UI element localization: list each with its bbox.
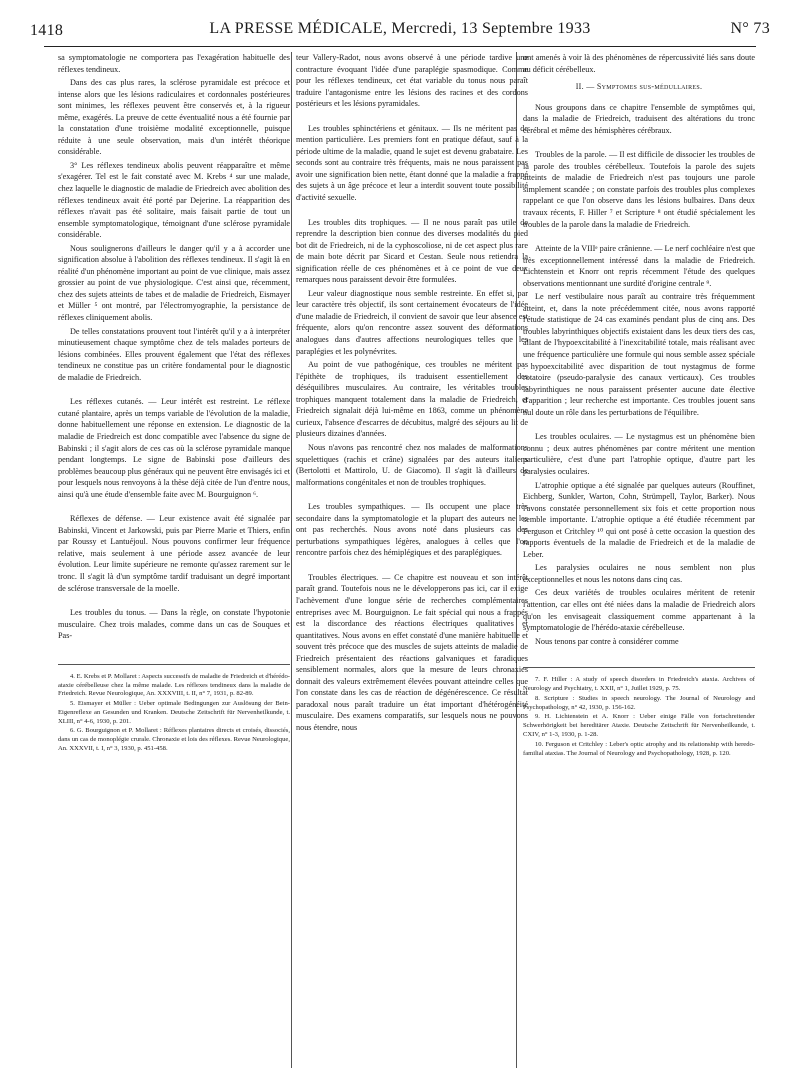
paragraph: Nous groupons dans ce chapitre l'ensemble de symptômes qui, dans la maladie de Friedreich, traduisent des altérations du tronc cérébral et même des hémisphères cérébraux. (523, 102, 755, 135)
paragraph: Les réflexes cutanés. — Leur intérêt est restreint. Le réflexe cutané plantaire, après un temps variable de l'évolution de la maladie, donne habituellement une réponse en extension. Le diagnostic de la maladie de Friedreich est donc compatible avec l'absence du signe de Babinski ; il s'agit alors de ces cas où la sclérose pyramidale manque pendant longtemps. Le signe de Babinski pose d'ailleurs des problèmes beaucoup plus généraux qui ne peuvent être envisagés ici et pour lesquels nous renvoyons à la thèse déjà citée de l'un d'entre nous, ainsi qu'à une étude d'ensemble faite avec M. Bourguignon ⁶. (58, 397, 290, 499)
column-2 (296, 52, 528, 1072)
paragraph: Les troubles sympathiques. — Ils occupent une place très secondaire dans la symptomatologie et la plupart des auteurs ne les ont pas recherchés. Nous avons noté dans plusieurs cas des perturbations sympathiques légères, analogues à celles que l'on rencontre parfois chez des hémiplégiques et des paraplégiques. (296, 502, 528, 558)
issue-number: N° 73 (730, 20, 770, 37)
page-header (30, 18, 770, 44)
header-rule (44, 46, 756, 47)
paragraph: Les troubles dits trophiques. — Il ne nous paraît pas utile de reprendre la description bien connue des diverses modalités du pied bot dit de Friedreich, ni de la cyphoscoliose, ni de cet aspect plus rare de main bote décrit par Sicard et Cestan. Seule nous retiendra la signification réelle de ces phénomènes et à ce point de vue deux remarques nous paraissent devoir être formulées. (296, 217, 528, 285)
paragraph: Les troubles sphinctériens et génitaux. — Ils ne méritent pas de mention particulière. Les premiers font en pratique défaut, sauf à la période ultime de la maladie, quand le sujet est devenu grabataire. Les seconds sont au contraire très fréquents, mais ne nous paraissent pas avoir une signification bien nette, étant donné que la maladie a frappé des sujets à un âge précoce et leur a interdit souvent toute possibilité d'activité sexuelle. (296, 123, 528, 203)
paragraph: 3° Les réflexes tendineux abolis peuvent réapparaître et même s'exagérer. Tel est le fait constaté avec M. Krebs ⁴ sur une malade, chez laquelle le diagnostic de maladie de Friedreich avec abolition des réflexes tendineux avait été porté par Dejerine. La réapparition des réflexes n'avait pas été solitaire, mais faisait partie de tout un ensemble symptomatologique, témoignant d'une sclérose pyramidale considérable. (58, 160, 290, 240)
journal-title: LA PRESSE MÉDICALE, Mercredi, 13 Septembre 1933 (209, 20, 591, 37)
footnote: 9. H. Lichtenstein et A. Knorr : Ueber einige Fälle von fortschreitender Schwerhörigkeit bei hereditärer Ataxie. Deutsche Zeitschrift für Nervenheilkunde, t. CXIV, n° 1-3, 1930, p. 1-28. (523, 713, 755, 738)
paragraph: teur Vallery-Radot, nous avons observé à une période tardive une contracture évoquant l'idée d'une paraplégie spasmodique. Comme pour les réflexes tendineux, cet état variable du tonus nous paraît traduire l'antagonisme entre les lésions des racines et des cordons postérieurs et les lésions pyramidales. (296, 53, 528, 109)
paragraph: ont amenés à voir là des phénomènes de répercussivité liés sans doute au déficit cérébelleux. (523, 53, 755, 74)
paragraph: Le nerf vestibulaire nous paraît au contraire très fréquemment atteint, et, dans la note précédemment citée, nous avons rapporté l'étude statistique de 24 cas examinés pendant plus de cinq ans. Des troubles labyrinthiques objectifs existaient dans les deux tiers des cas, allant de l'hypoexcitabilité à l'inexcitabilité totale, mais réalisant avec une fréquence particulière une formule qui nous semble assez spéciale : hypoexcitabilité avec disparition de tout nystagmus de forme rotatoire (pseudo-paralysie des canaux verticaux). Ces troubles labyrinthiques ne nous paraissent présenter aucune date élective d'apparition ; leur recherche est importante. Ces troubles jouent sans nul doute un rôle dans les perturbations de l'équilibre. (523, 292, 755, 417)
paragraph: Les paralysies oculaires ne nous semblent non plus exceptionnelles et nous les notons dans cinq cas. (523, 563, 755, 584)
paragraph: Nous tenons par contre à considérer comme (535, 636, 679, 646)
footnote: 5. Eismayer et Müller : Ueber optimale Bedingungen zur Auslösung der Bein-Eigenreflexe an Gesunden und Kranken. Deutsche Zeitschrift für Nervenheilkunde, t. XLIII, n° 4-6, 1930, p. 201. (58, 700, 290, 725)
footnotes (523, 667, 755, 758)
paragraph: Troubles de la parole. — Il est difficile de dissocier les troubles de la parole des troubles cérébelleux. Toutefois la parole des sujets atteints de maladie de Friedreich n'est pas toujours une parole simplement scandée ; on constate parfois des troubles plus complexes rappelant ce que l'on observe dans les lésions bulbaires. Dans deux travaux récents, F. Hiller ⁷ et Scripture ⁸ ont étudié spécialement les troubles de la parole dans la maladie de Friedreich. (523, 150, 755, 229)
footnote: 10. Ferguson et Critchley : Leber's optic atrophy and its relationship with heredo-familial ataxias. The Journal of Neurology and Psychopathology, 1928, p. 120. (523, 740, 755, 757)
paragraph: Au point de vue pathogénique, ces troubles ne méritent pas l'épithète de trophiques, ils traduisent essentiellement des déséquilibres musculaires. Au contraire, les véritables troubles trophiques manquent totalement dans la maladie de Friedreich, et Friedreich signalait déjà lui-même en 1863, comme un phénomène curieux, l'absence d'escarres de décubitus, malgré des séjours au lit de plusieurs dizaines d'années. (296, 360, 528, 439)
footnotes (58, 664, 290, 754)
paragraph: Nous soulignerons d'ailleurs le danger qu'il y a à accorder une signification absolue à l'abolition des réflexes tendineux. Il s'agit là en réalité d'un phénomène important au point de vue clinique, mais assez grossier au point de vue physiologique. C'est ainsi que, récemment, chez des sujets atteints de tabes et de maladie de Friedreich, Eismayer et Müller ⁵ ont montré, par l'électromyographie, la persistance de réflexes cliniquement abolis. (58, 243, 290, 323)
column-3 (523, 52, 755, 1072)
paragraph: L'atrophie optique a été signalée par quelques auteurs (Rouffinet, Eichberg, Sunkler, Warton, Cohn, Strümpell, Taylor, Barker). Nous l'avons constatée personnellement six fois et cette proportion nous semble importante. L'atrophie optique a été étudiée récemment par Ferguson et Critchley ¹⁰ qui ont posé à cette occasion la question des rapports éventuels de la maladie de Friedreich et de la maladie de Leber. (523, 480, 755, 559)
footnote: 6. G. Bourguignon et P. Mollaret : Réflexes plantaires directs et croisés, dissociés, dans un cas de monoplégie crurale. Chronaxie et lois des réflexes. Revue Neurologique, An. XXXVII, t. I, n° 3, 1930, p. 451-458. (58, 727, 290, 753)
paragraph: De telles constatations prouvent tout l'intérêt qu'il y a à interpréter minutieusement chaque symptôme chez de tels malades porteurs de lésions combinées. Elles prouvent également que l'état des réflexes tendineux ne constitue pas un critère fondamental pour le diagnostic de maladie de Friedreich. (58, 326, 290, 382)
paragraph: Les troubles oculaires. — Le nystagmus est un phénomène bien connu ; deux autres phénomènes par contre méritent une mention particulière, c'est d'une part l'atrophie optique, d'autre part les paralysies oculaires. (523, 432, 755, 476)
paragraph: Troubles électriques. — Ce chapitre est nouveau et son intérêt paraît grand. Toutefois nous ne le développerons pas ici, car il exige l'achèvement d'une longue série de recherches complémentaires entreprises avec M. Bourguignon. Le fait spécial qui nous a frappés est la discordance des réactions électriques qualitatives et quantitatives. Nous avons en effet constaté d'une manière habituelle et souvent très précoce que des muscles de sujets atteints de maladie de Friedreich présentaient des réactions galvaniques et faradiques sensiblement normales, alors que la mesure de leurs chronaxies donnait des valeurs extrêmement élevées pouvant atteindre celles que l'on constate dans les cas de réaction de dégénérescence. Ce résultat paradoxal nous paraît traduire un état important d'hétérogénéité musculaire. Des examens comparatifs, sur lesquels nous ne pouvons nous étendre, nous (296, 572, 528, 732)
footnote: 8. Scripture : Studies in speech neurology. The Journal of Neurology and Psychopathology, n° 42, 1930, p. 156-162. (523, 694, 755, 711)
paragraph: sa symptomatologie ne comportera pas l'exagération habituelle des réflexes tendineux. (58, 53, 290, 74)
paragraph: Leur valeur diagnostique nous semble restreinte. En effet si, par leur caractère très objectif, ils sont certainement évocateurs de l'idée d'une maladie de Friedreich, il convient de savoir que leur absence est fréquente, alors qu'on rencontre assez souvent des déformations analogues dans d'autres affections neurologiques telles que les paraplégies et les polynévrites. (296, 288, 528, 356)
paragraph: Dans des cas plus rares, la sclérose pyramidale est précoce et intense alors que les lésions radiculaires et cordonnales postérieures sont minimes, les réflexes peuvent être conservés et, à la rigueur même, exagérés. La preuve de cette éventualité nous a été fournie par la constatation d'une troisième modalité exceptionnelle, puisque réduite à une seule observation, mais d'un intérêt théorique considérable. (58, 78, 290, 157)
section-heading: II. — Symptomes sus-médullaires. (575, 82, 703, 92)
column-1 (58, 52, 290, 1072)
paragraph: Atteinte de la VIIIᵉ paire crânienne. — Le nerf cochléaire n'est que très exceptionnellement intéressé dans la maladie de Friedreich. Lichtenstein et Knorr ont repris récemment l'étude des quelques observations mentionnant une surdité d'origine centrale ⁹. (523, 244, 755, 288)
page-number: 1418 (30, 22, 64, 39)
paragraph: Ces deux variétés de troubles oculaires méritent de retenir l'attention, car elles ont été niées dans la maladie de Friedreich alors qu'on les envisageait classiquement comme appartenant à la symptomatologie de l'hérédo-ataxie cérébelleuse. (523, 588, 755, 633)
column-divider (291, 52, 292, 1068)
paragraph: Les troubles du tonus. — Dans la règle, on constate l'hypotonie musculaire. Chez trois malades, comme dans un cas de Souques et Pas- (58, 608, 290, 641)
paragraph: Réflexes de défense. — Leur existence avait été signalée par Babinski, Vincent et Jarkowski, puis par Pierre Marie et Thiers, enfin par Roussy et Lantuéjoul. Nous pouvons confirmer leur fréquence relative, mais seulement à une période assez avancée de leur évolution. Leur limite supérieure ne remonte qu'assez rarement sur le tronc. Il s'agit là d'un symptôme tardif traduisant un degré important de sclérose transversale de la moelle. (58, 514, 290, 593)
footnote: 7. F. Hiller : A study of speech disorders in Friedreich's ataxia. Archives of Neurology and Psychiatry, t. XXII, n° 1, Juillet 1929, p. 75. (523, 676, 755, 692)
footnote: 4. E. Krebs et P. Mollaret : Aspects successifs de maladie de Friedreich et d'hérédo-ataxie cérébelleuse chez la même malade. Les réflexes tendineux dans la maladie de Friedreich. Revue Neurologique, An. XXXVIII, t. II, n° 7, 1931, p. 82-89. (58, 672, 290, 698)
paragraph: Nous n'avons pas rencontré chez nos malades de malformations squelettiques (rachis et crâne) signalées par des auteurs italiens (Bertolotti et Mattirolo, U. de Giacomo). Il s'agit là d'ailleurs de malformations congénitales et non de troubles trophiques. (296, 442, 528, 487)
